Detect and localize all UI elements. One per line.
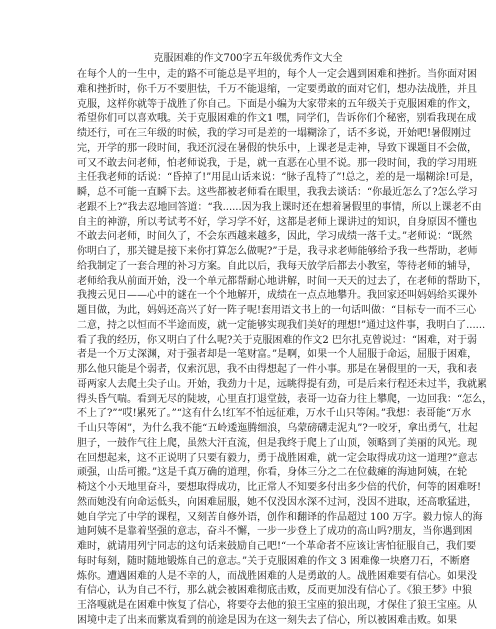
body-text-line: 完，开学的那一段时间，我还沉浸在暑假的快乐中，上课老是走神，导致下课题目不会做， [77,142,477,154]
body-text-line: 在每个人的一生中，走的路不可能总是平坦的，每个人一定会遇到困难和挫折。当你面对困 [77,69,477,80]
body-text-line: 胆子，一鼓作气往上爬，虽然大汗直流，但是我终于爬上了山顶，领略到了美丽的风光。现 [77,437,477,449]
body-text-line: 困境中走了出来而紫岚看到的前途是因为在这一刻失去了信心，所以被困难击败。如果 [77,614,457,626]
body-text-line: 她自学完了中学的课程，又刻苦自修外语，创作和翻译的作品超过 100 万字。毅力惊人的海 [77,511,483,523]
body-text-line: 可又不敢去问老师，怕老师说我，于是，就一直恶在心里不说。那一段时间，我的学习用班 [77,157,477,169]
body-text-line: 主任我老师的话说：“昏掉了!”用昆山话来说：“脉子乱特了”!总之，差的是一塌糊涂!可是， [77,172,480,184]
body-text-line: 王洛嘎就是在困难中恢复了信心，将要夺去他的狼王宝座的狼出现，才保住了狼王宝座。从 [77,600,477,611]
body-text-line: 不上了?”“哎!累死了。”“这有什么!红军不怕远征难，万水千山只等闲。”我想：表哥能“万水 [77,408,472,420]
body-text-line: 炼你。遭遇困难的人是不幸的人，而战胜困难的人是勇敢的人。战胜困难要有信心。如果没 [77,570,477,582]
body-text-line: 在回想起来，这不正说明了只要有毅力，勇于战胜困难，就一定会取得成功这一道理?”意志 [77,452,478,464]
body-text-line: 不敢去问老师，时间久了，不会东西越来越多，因此，学习成绩一落千丈。”老师说：“既然 [77,231,473,243]
body-text-line: 希望你们可以喜欢哦。关于克服困难的作文1 嘿，同学们，告诉你们个秘密，别看我现在成 [77,113,477,125]
body-text-line: 每时每刻，随时随地锻炼自己的意志。”关于克服困难的作文 3 困难像一块磨刀石，不断磨 [77,555,470,567]
body-text-line: 迪阿姨不是靠着坚强的意志，奋斗不懈，一步一步登上了成功的高山吗?朋友，当你遇到困 [77,526,473,538]
body-text-line: 绩还行，可在三年级的时候，我的学习可是差的一塌糊涂了，话不多说，开始吧!暑假刚过 [77,128,472,139]
body-text-line: 老跟不上?”我去忍地回答道：“我......因为我上课时还在想着暑假里的事情，所以上课老不由 [77,201,482,213]
document-title: 克服困难的作文700字五年级优秀作文大全 [153,53,343,64]
body-text-line: 给我制定了一套合理的补习方案。自此以后，我每天放学后都去小教室，等待老师的辅导， [77,260,477,272]
body-text-line: 瞬，总不可能一直瞬下去。这些都被老师看在眼里，我我去谈话：“你最近怎么了?怎么学习 [77,187,478,198]
body-text-line: 哥两家人去爬土尖子山。开始，我劲力十足，远眺得提有劲，可是后来行程还未过半，我就累 [77,378,487,390]
body-text-line: 那么他只能是个弱者，仅索沉思，我不由得想起了一件小事。那是在暑假里的一天，我和表 [77,364,477,375]
body-text-line: 克服，这样你就等于战胜了你自己。下面是小编为大家带来的五年级关于克服困难的作文， [77,98,477,110]
body-text-line: 然而她没有向命运低头，向困难屈服，她不仅没因水深不过河，没因不进取，还高歌猛进， [77,496,477,508]
body-text-line: 二意，持之以恒而不半途而废，就一定能够实现我们美好的理想!”通过这件事，我明白了...... [77,319,486,331]
body-text-line: 顽强，山岳可搬。”这是千真万确的道理，你看，身体三分之二在位截瘫的海迪阿姨，在轮 [77,467,468,479]
body-text-line: 自主的神游，所以考试考不好，学习学不好，这都是老师上课讲过的知识，自身原因不懂也 [77,216,477,228]
body-text-line: 者是一个万丈深渊，对于强者却是一笔财富。”是啊，如果一个人屈服于命运，屈服于困难， [77,349,478,361]
body-text-line: 难和挫折时，你千万不要胆怯，千万不能退缩，一定要勇敢的面对它们，想办法战胜，并且 [77,83,477,95]
document-body [77,68,493,629]
body-text-line: 难时，就请用列宁同志的这句话来鼓励自己吧!“一个革命者不应该让害怕征服自己，我们要 [77,541,477,552]
body-text-line: 有信心，认为自己不行，那么就会被困难彻底击败，反而更加没有信心了。《狼王梦》中狼 [77,585,472,597]
body-text-line: 老师给我从前面开始，没一个单元都帮耐心地讲解，时间一天天的过去了，在老师的帮助下， [77,275,487,287]
body-text-line: 椅这个小天地里奋斗，要想取得成功，比正常人不知要多付出多少倍的代价，何等的困难呀! [77,482,482,493]
body-text-line: 得头昏气喘。看到无尽的陡坡，心里直打退堂鼓，表哥一边奋力往上攀爬，一边回我：“怎么， [77,393,493,405]
body-text-line: 看了我的经历，你又明白了什么呢?关于克服困难的作文2 巴尔扎克曾说过：“困难，对于弱 [77,334,478,346]
body-text-line: 我搜云见日——心中的谜在一个个地解开，成绩在一点点地攀升。我回家还叫妈妈给买课外 [77,290,477,302]
body-text-line: 千山只等闲”，为什么我不能“五岭逶迤腾细浪，乌蒙磅礴走泥丸”?一咬牙，拿出勇气，壮起 [77,423,478,434]
body-text-line: 你明白了，那关键是接下来你打算怎么做呢?”于是，我寻求老师能够给予我一些帮助，老师 [77,246,478,257]
body-text-line: 题目做，为此，妈妈还高兴了好一阵子呢!套用语文书上的一句话叫做：“目标专一而不三心 [77,305,477,316]
